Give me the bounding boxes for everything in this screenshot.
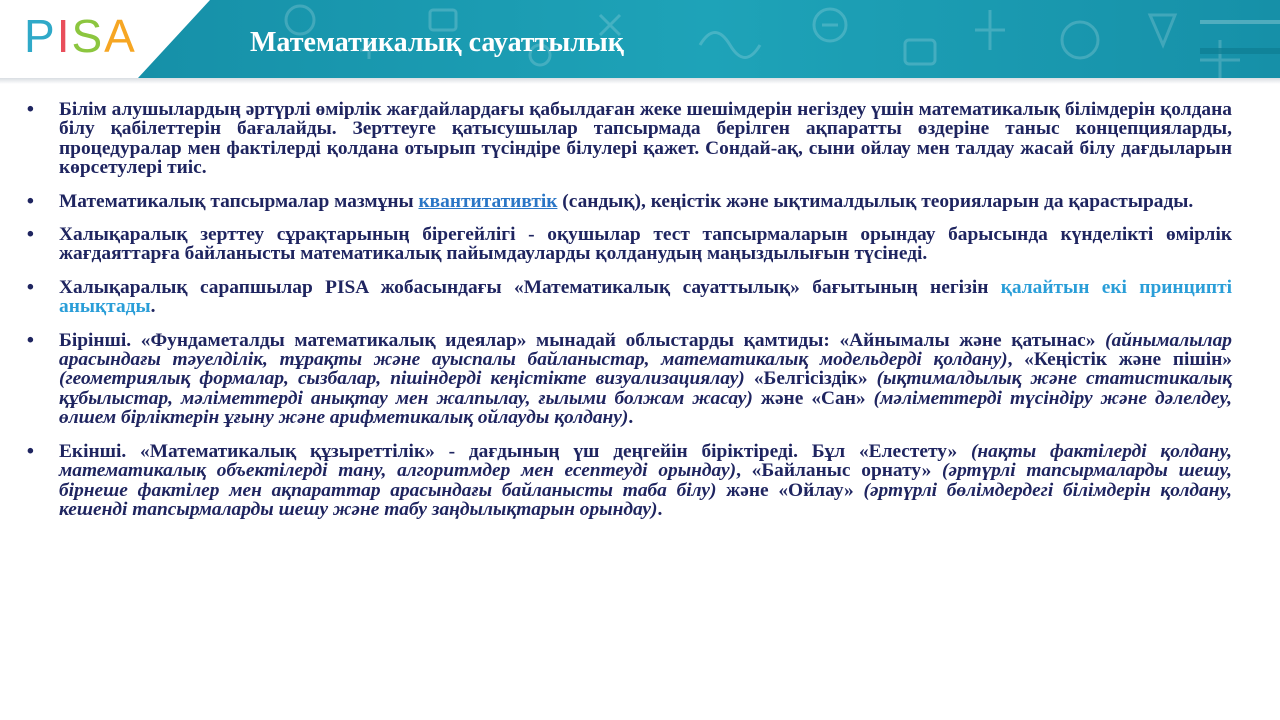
italic-note: (әртүрлі тапсырмаларды шешу, бірнеше фактілер мен ақпараттар арасындағы байланысты таба білу) — [59, 460, 1232, 501]
italic-note: (нақты фактілерді қолдану, математикалық объектілерді тану, алгоритмдер мен есептеуді орындау) — [59, 440, 1232, 482]
bullet-text: Бірінші. «Фундаметалды математикалық идеялар» мынадай облыстарды қамтиды: «Айнымалы және қатынас» — [59, 329, 1106, 351]
bullet-dot-icon: • — [27, 98, 34, 120]
bullet-text: Білім алушылардың әртүрлі өмірлік жағдайлардағы қабылдаған жеке шешімдерін негіздеу үшін математикалық білімдерін қолдана білу қабілеттерін бағалайды. Зерттеуге қатысушылар тапсырмада берілген ақпаратты өздеріне таныс концепцияларды, процедуралар мен фактілерді қолдана отырып түсіндіре білулері қажет. Сондай-ақ, сыни ойлау мен талдау жасай білу дағдыларын көрсетулері тиіс. — [59, 99, 1232, 179]
logo-letter-p: P — [24, 10, 56, 62]
bullet-text: Математикалық тапсырмалар мазмұны — [59, 190, 419, 212]
bullet-text: Халықаралық сарапшылар PISA жобасындағы «Математикалық сауаттылық» бағытының негізін — [59, 276, 1001, 298]
bullet-item — [22, 189, 1232, 212]
italic-note: (әртүрлі бөлімдердегі білімдерін қолдану, кешенді тапсырмаларды шешу және табу заңдылықтарын орындау) — [59, 479, 1232, 520]
pisa-logo — [24, 10, 136, 62]
bullet-list — [22, 100, 1232, 519]
bullet-item — [22, 439, 1232, 520]
bullet-dot-icon: • — [27, 223, 34, 246]
bullet-text: . — [657, 498, 663, 520]
bullet-text: «Белгісіздік» — [744, 368, 877, 390]
bullet-dot-icon: • — [27, 189, 34, 212]
italic-note: (мәліметтерді түсіндіру және дәлелдеу, өлшем бірліктерін ұғыну және арифметикалық ойлауды қолдану) — [59, 387, 1233, 429]
slide-content — [22, 100, 1232, 533]
quantitative-link[interactable]: квантитативтік — [418, 190, 558, 212]
bullet-item — [22, 275, 1232, 318]
bullet-text: , «Байланыс орнату» — [736, 460, 943, 482]
bullet-text: , «Кеңістік және пішін» — [1007, 349, 1232, 371]
bullet-item — [22, 100, 1232, 178]
logo-letter-s: S — [71, 10, 104, 62]
bullet-text: (сандық), кеңістік және ықтималдылық теорияларын да қарастырады. — [557, 190, 1194, 212]
bullet-dot-icon: • — [27, 275, 34, 298]
header-teal-band — [0, 0, 1280, 78]
bullet-item — [22, 225, 1232, 264]
slide-title: Математикалық сауаттылық — [250, 27, 624, 58]
slide-header — [0, 0, 1280, 78]
bullet-text: және «Ойлау» — [716, 479, 864, 501]
italic-note: (геометриялық формалар, сызбалар, пішіндерді кеңістікте визуализациялау) — [59, 368, 745, 390]
bullet-text: және «Сан» — [752, 387, 874, 409]
bullet-text: Екінші. «Математикалық құзыреттілік» - дағдының үш деңгейін біріктіреді. Бұл «Елестету» — [59, 440, 971, 462]
bullet-text: . — [628, 407, 634, 429]
bullet-dot-icon: • — [27, 328, 34, 351]
bullet-dot-icon: • — [27, 439, 34, 462]
logo-letter-i: I — [56, 10, 71, 62]
italic-note: (айнымалылар арасындағы тәуелділік, тұрақты және ауыспалы байланыстар, математикалық модельдерді қолдану) — [59, 329, 1232, 371]
bullet-text: . — [150, 296, 156, 318]
header-divider — [0, 78, 1280, 84]
highlighted-phrase: қалайтын екі принципті анықтады — [59, 276, 1232, 318]
logo-letter-a: A — [104, 10, 136, 62]
bullet-item — [22, 328, 1233, 429]
bullet-text: Халықаралық зерттеу сұрақтарының бірегейлігі - оқушылар тест тапсырмаларын орындау барысында күнделікті өмірлік жағдаяттарға байланысты математикалық пайымдауларды қолданудың маңыздылығын түсінеді. — [59, 224, 1232, 265]
italic-note: (ықтималдылық және статистикалық құбылыстар, мәліметтерді анықтау мен жалпылау, ғылыми болжам жасау) — [59, 368, 1233, 409]
